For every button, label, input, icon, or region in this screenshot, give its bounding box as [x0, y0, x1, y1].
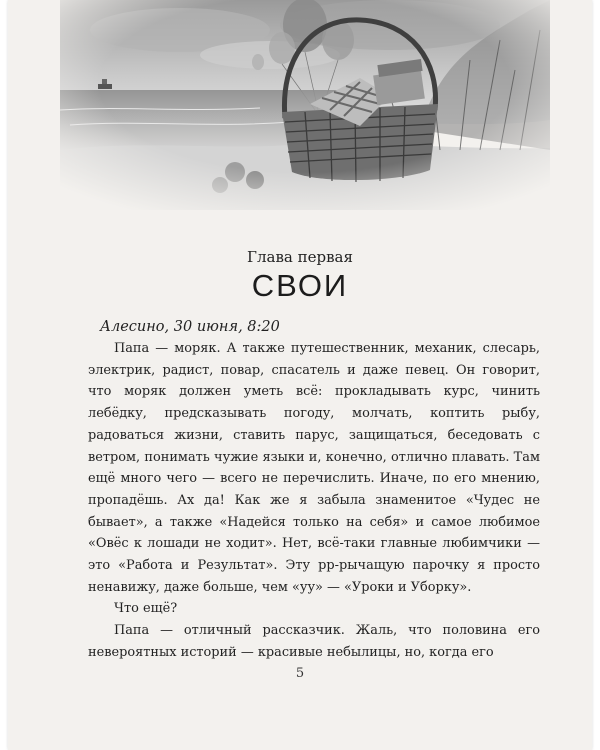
picnic-basket-illustration: [60, 0, 550, 210]
page-number: 5: [295, 666, 305, 681]
paragraph: Папа — моряк. А также путешественник, механик, слесарь, электрик, радист, повар, спасатель и даже певец. Он говорит, что моряк должен уметь всё: прокладывать курс, чинить лебёдку, предсказывать погоду, молчать, коптить рыбу, радоваться жизни, ставить парус, защищаться, беседовать с ветром, понимать чужие языки и, конечно, отлично плавать. Там ещё много чего — всего не перечислить. Иначе, по его мнению, пропадёшь. Ах да! Как же я забыла знаменитое «Чудес не бывает», а также «Надейся только на себя» и самое любимое «Овёс к лошади не ходит». Нет, всё-таки главные любимчики — это «Работа и Результат». Эту рр-рычащую парочку я просто ненавижу, даже больше, чем «уу» — «Уроки и Уборку».: [88, 341, 540, 595]
chapter-body: [88, 338, 540, 664]
chapter-label: Глава первая: [247, 248, 353, 266]
diary-entry-heading: Алесино, 30 июня, 8:20: [100, 319, 280, 335]
paragraph: Папа — отличный рассказчик. Жаль, что половина его невероятных историй — красивые небылицы, но, когда его: [88, 623, 540, 660]
book-page: [8, 0, 592, 750]
paragraph: Что ещё?: [114, 601, 178, 617]
chapter-title: СВОИ: [251, 268, 349, 303]
